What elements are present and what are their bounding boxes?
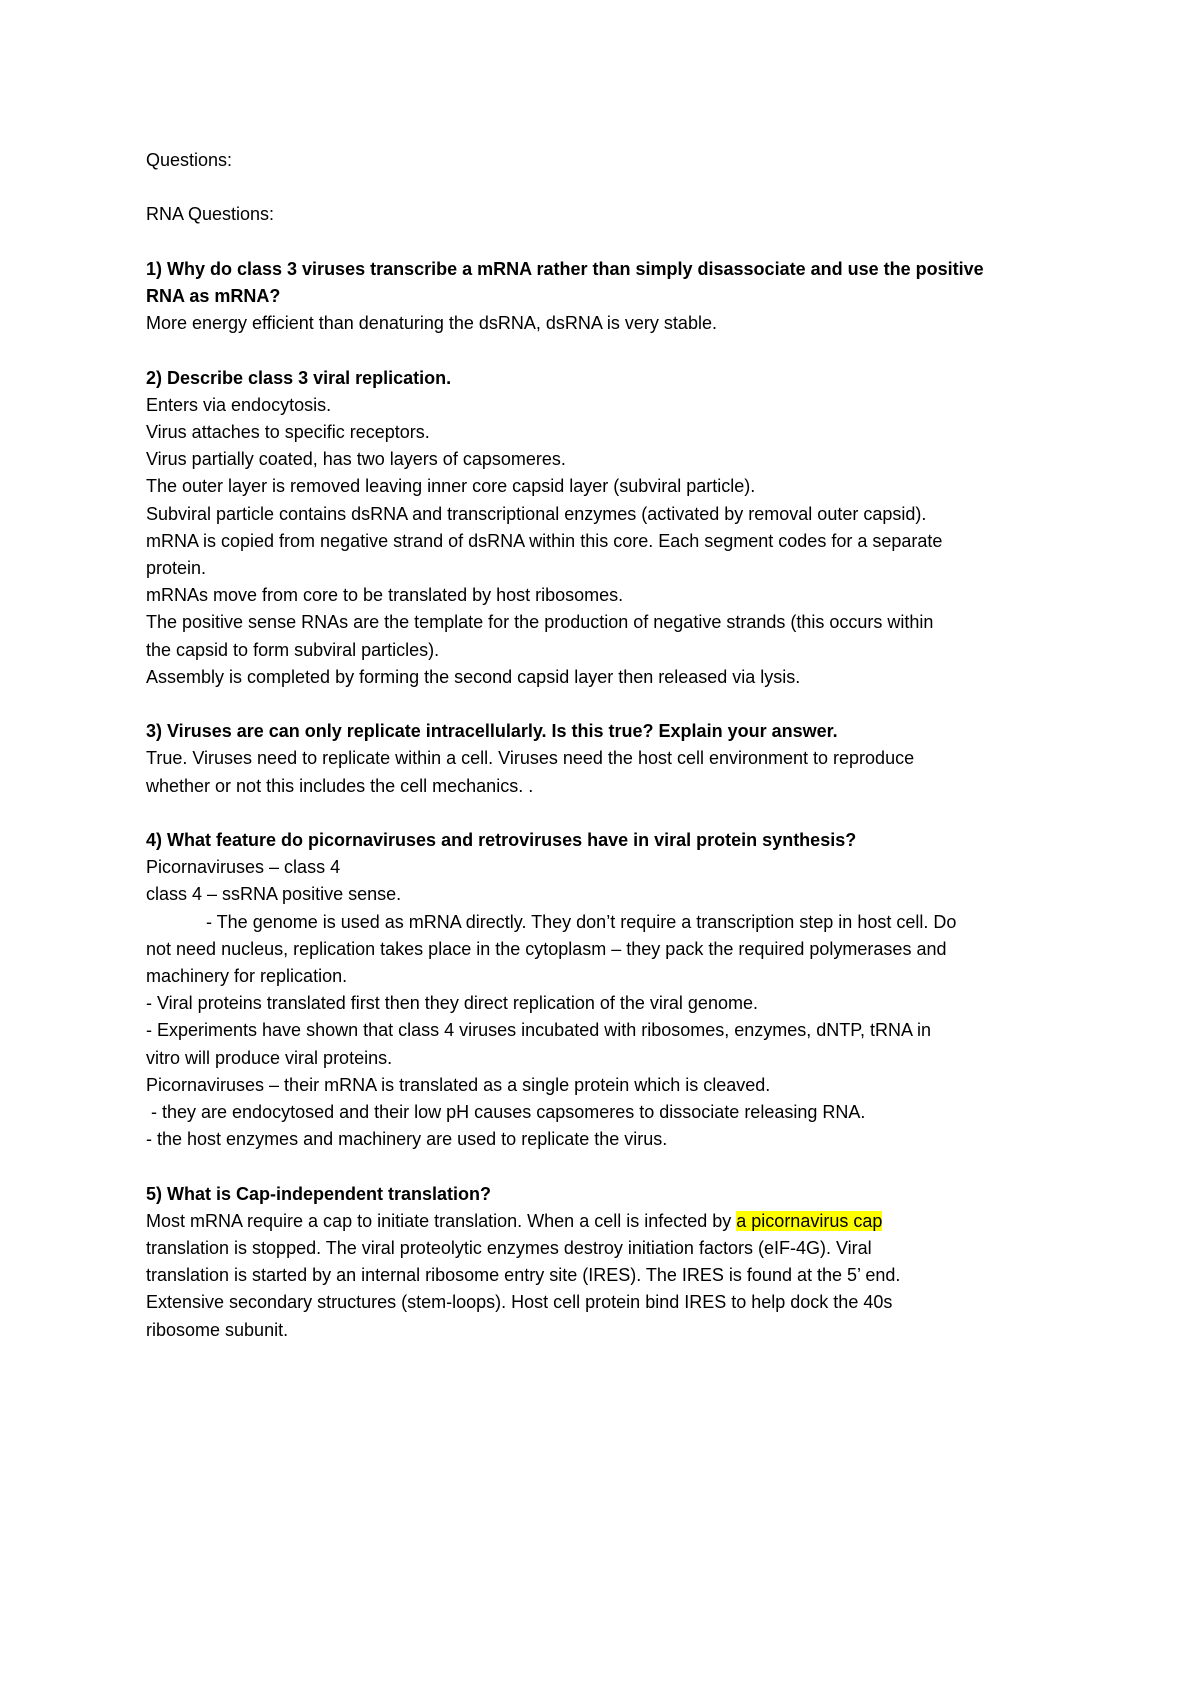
answer-2-line: the capsid to form subviral particles). (146, 639, 440, 660)
answer-4-line: not need nucleus, replication takes place in the cytoplasm – they pack the required polymerases and (146, 938, 947, 959)
answer-2-line: Virus partially coated, has two layers of capsomeres. (146, 449, 566, 470)
question-1-line-1: 1) Why do class 3 viruses transcribe a mRNA rather than simply disassociate and use the positive (146, 258, 984, 279)
spacer (146, 337, 1066, 364)
spacer (146, 174, 1066, 201)
question-3: 3) Viruses are can only replicate intracellularly. Is this true? Explain your answer. (146, 721, 838, 742)
answer-5-line: translation is started by an internal ribosome entry site (IRES). The IRES is found at the 5’ end. (146, 1265, 901, 1286)
answer-3-line: True. Viruses need to replicate within a cell. Viruses need the host cell environment to reproduce (146, 748, 915, 769)
highlighted-text: a picornavirus cap (736, 1210, 883, 1231)
document-heading: Questions: (146, 150, 233, 170)
answer-4-line: - Viral proteins translated first then they direct replication of the viral genome. (146, 993, 758, 1014)
answer-4-line: Picornaviruses – their mRNA is translated as a single protein which is cleaved. (146, 1074, 771, 1095)
answer-2-line: Virus attaches to specific receptors. (146, 421, 430, 442)
answer-5-line: Extensive secondary structures (stem-loops). Host cell protein bind IRES to help dock the 40s (146, 1292, 893, 1313)
question-4: 4) What feature do picornaviruses and retroviruses have in viral protein synthesis? (146, 830, 857, 850)
answer-4-line: machinery for replication. (146, 966, 348, 987)
question-5: 5) What is Cap-independent translation? (146, 1183, 492, 1204)
spacer (146, 691, 1066, 718)
question-2: 2) Describe class 3 viral replication. (146, 367, 452, 388)
answer-2-line: Subviral particle contains dsRNA and transcriptional enzymes (activated by removal outer capsid). (146, 503, 927, 524)
answer-2-line: mRNAs move from core to be translated by host ribosomes. (146, 585, 624, 606)
answer-2-line: Assembly is completed by forming the second capsid layer then released via lysis. (146, 666, 801, 687)
answer-1: More energy efficient than denaturing the dsRNA, dsRNA is very stable. (146, 313, 717, 334)
answer-3-line: whether or not this includes the cell mechanics. . (146, 775, 534, 796)
answer-4-line: - they are endocytosed and their low pH causes capsomeres to dissociate releasing RNA. (146, 1102, 866, 1123)
answer-2-line: protein. (146, 558, 207, 578)
answer-2-line: The outer layer is removed leaving inner core capsid layer (subviral particle). (146, 476, 756, 497)
answer-2-line: The positive sense RNAs are the template for the production of negative strands (this occurs within (146, 612, 934, 633)
answer-2-line: Enters via endocytosis. (146, 394, 332, 415)
document-body (146, 147, 1066, 1344)
answer-5-line: ribosome subunit. (146, 1319, 289, 1340)
answer-2-line: mRNA is copied from negative strand of dsRNA within this core. Each segment codes for a separate (146, 530, 943, 551)
answer-4-line: class 4 – ssRNA positive sense. (146, 884, 402, 905)
answer-4-line: - the host enzymes and machinery are used to replicate the virus. (146, 1129, 668, 1150)
answer-4-line: vitro will produce viral proteins. (146, 1047, 393, 1068)
answer-5-text: Most mRNA require a cap to initiate translation. When a cell is infected by (146, 1210, 737, 1231)
answer-4-line: Picornaviruses – class 4 (146, 857, 341, 878)
spacer (146, 229, 1066, 256)
section-heading: RNA Questions: (146, 204, 275, 225)
answer-4-line: - Experiments have shown that class 4 viruses incubated with ribosomes, enzymes, dNTP, tRNA in (146, 1020, 932, 1041)
spacer (146, 800, 1066, 827)
question-1-line-2: RNA as mRNA? (146, 285, 281, 306)
answer-4-line: - The genome is used as mRNA directly. They don’t require a transcription step in host cell. Do (206, 911, 957, 932)
answer-5-line (146, 1208, 1066, 1235)
answer-5-line: translation is stopped. The viral proteolytic enzymes destroy initiation factors (eIF-4G). Viral (146, 1238, 872, 1259)
spacer (146, 1153, 1066, 1180)
